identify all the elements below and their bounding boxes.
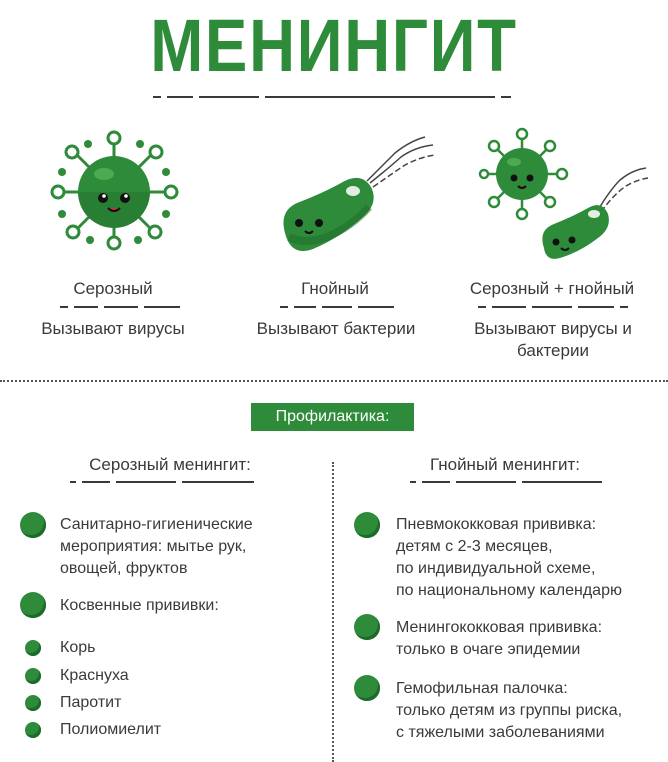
- list-item: Паротит: [60, 694, 122, 711]
- list-item: Гемофильная палочка: только детям из группы риска, с тяжелыми заболеваниями: [396, 680, 623, 741]
- bullet-dot-small: [25, 722, 41, 738]
- virus-and-bacterium-icon: [480, 128, 650, 263]
- prevention-badge: Профилактика:: [251, 403, 414, 431]
- column-underline: [70, 481, 254, 483]
- type-cause: Вызывают вирусы и бактерии: [474, 319, 632, 360]
- column-divider: [332, 462, 334, 762]
- page-title: МЕНИНГИТ: [150, 4, 518, 87]
- type-cause: Вызывают вирусы: [41, 319, 185, 338]
- virus-icon: [48, 130, 183, 250]
- type-name: Серозный + гнойный: [469, 279, 635, 298]
- type-underline: [60, 306, 180, 308]
- bullet-dot: [354, 614, 380, 640]
- list-item: Косвенные прививки:: [60, 597, 219, 614]
- list-item: Краснуха: [60, 667, 129, 684]
- bullet-dot: [20, 592, 46, 618]
- serous-column-title: Серозный менингит:: [89, 455, 251, 474]
- column-underline: [410, 481, 602, 483]
- list-item: Полиомиелит: [60, 721, 162, 738]
- type-name: Гнойный: [301, 279, 369, 298]
- type-underline: [478, 306, 628, 308]
- section-divider: [0, 380, 668, 382]
- type-serous: [63, 279, 163, 299]
- title-underline: [153, 96, 511, 98]
- bullet-dot-small: [25, 640, 41, 656]
- type-purulent: [290, 279, 380, 299]
- type-name: Серозный: [73, 279, 153, 298]
- bullet-dot: [354, 512, 380, 538]
- bullet-dot-small: [25, 668, 41, 684]
- purulent-column-title: Гнойный менингит:: [429, 455, 581, 474]
- list-item: Менингококковая прививка: только в очаге эпидемии: [396, 619, 603, 658]
- bacterium-icon: [275, 133, 440, 258]
- bullet-dot-small: [25, 695, 41, 711]
- list-item: Санитарно-гигиенические мероприятия: мытье рук, овощей, фруктов: [60, 516, 253, 577]
- type-underline: [280, 306, 394, 308]
- list-item: Пневмококковая прививка: детям с 2-3 месяцев, по индивидуальной схеме, по национальному календарю: [396, 516, 622, 599]
- bullet-dot: [20, 512, 46, 538]
- bullet-dot: [354, 675, 380, 701]
- type-cause: Вызывают бактерии: [256, 319, 416, 338]
- type-mixed: [462, 279, 642, 299]
- list-item: Корь: [60, 639, 96, 656]
